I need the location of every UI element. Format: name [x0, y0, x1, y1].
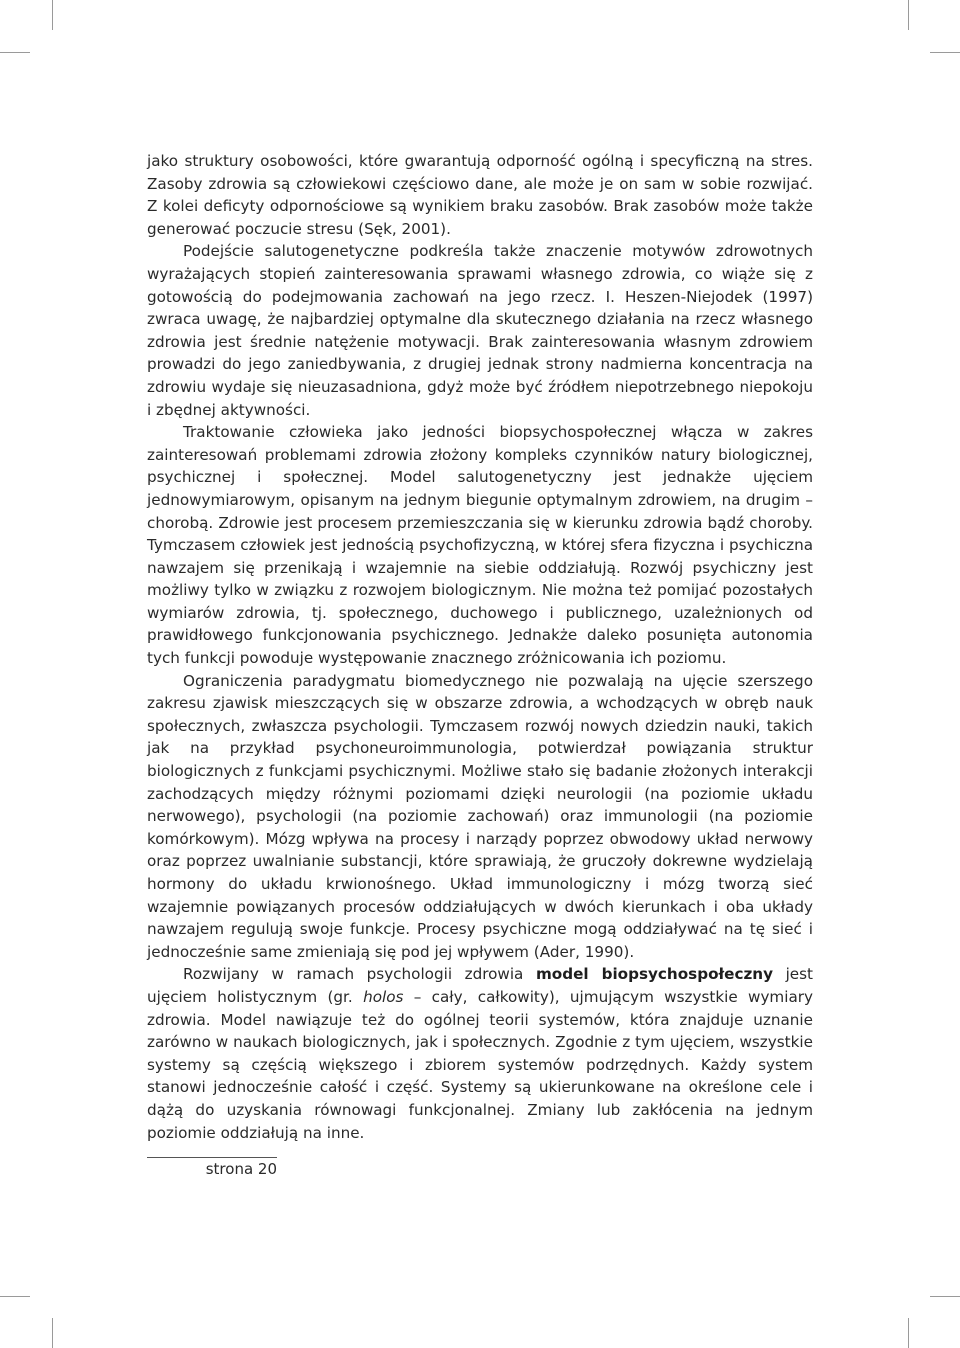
text-run: Traktowanie człowieka jako jedności biopsychospołecznej włącza w zakres zainteresowań problemami zdrowia złożony kompleks czynników natury biologicznej, psychicznej i społecznej. Model salutogenetyczny jest jednakże ujęciem jednowymiarowym, opisanym na jednym biegunie optymalnym zdrowiem, na drugim – chorobą. Zdrowie jest procesem przemieszczania się w kierunku zdrowia bądź choroby. Tymczasem człowiek jest jednością psychofizyczną, w której sfera fizyczna i psychiczna nawzajem się przenikają i wzajemnie na siebie oddziałują. Rozwój psychiczny jest możliwy tylko w związku z rozwojem biologicznym. Nie można też pomijać pozostałych wymiarów zdrowia, tj. społecznego, duchowego i publicznego, uzależnionych od prawidłowego funkcjonowania psychicznego. Jednakże daleko posunięta autonomia tych funkcji powoduje występowanie znacznego zróżnicowania ich poziomu. [147, 423, 813, 668]
text-run: Podejście salutogenetyczne podkreśla także znaczenie motywów zdrowotnych wyrażających stopień zainteresowania sprawami własnego zdrowia, co wiąże się z gotowością do podejmowania zachowań na jego rzecz. I. Heszen-Niejodek (1997) zwraca uwagę, że najbardziej optymalne dla skutecznego działania na rzecz własnego zdrowia jest średnie natężenie motywacji. Brak zainteresowania własnym zdrowiem prowadzi do jego zaniedbywania, z drugiej jednak strony nadmierna koncentracja na zdrowiu wydaje się nieuzasadniona, gdyż może być źródłem niepotrzebnego niepokoju i zbędnej aktywności. [147, 242, 813, 419]
page-footer [147, 1157, 277, 1178]
paragraph [147, 240, 813, 421]
text-run: Rozwijany w ramach psychologii zdrowia [183, 965, 536, 984]
text-run: jest ujęciem holistycznym (gr. [147, 965, 814, 1006]
page-number: strona 20 [205, 1160, 277, 1178]
body-text [147, 150, 813, 1144]
crop-mark-bottom-right-h [930, 1296, 960, 1297]
crop-mark-top-left-h [0, 52, 30, 53]
bold-term: model biopsychospołeczny [535, 965, 774, 984]
crop-mark-top-right [908, 0, 909, 30]
paragraph [147, 670, 813, 964]
paragraph [147, 150, 813, 240]
text-run: jako struktury osobowości, które gwarantują odporność ogólną i specyficzną na stres. Zasoby zdrowia są człowiekowi częściowo dane, ale może je on sam w sobie rozwijać. Z kolei deficyty odpornościowe są wynikiem braku zasobów. Brak zasobów może także generować poczucie stresu (Sęk, 2001). [147, 152, 813, 238]
paragraph [147, 963, 813, 1144]
crop-mark-top-right-h [930, 52, 960, 53]
crop-mark-bottom-left [52, 1318, 53, 1348]
crop-mark-bottom-left-h [0, 1296, 30, 1297]
paragraph [147, 421, 813, 670]
crop-mark-bottom-right [908, 1318, 909, 1348]
text-run: Ograniczenia paradygmatu biomedycznego nie pozwalają na ujęcie szerszego zakresu zjawisk mieszczących się w obszarze zdrowia, a wchodzących w obręb nauk społecznych, zwłaszcza psychologii. Tymczasem rozwój nowych dziedzin nauki, takich jak na przykład psychoneuroimmunologia, potwierdzał powiązania struktur biologicznych z funkcjami psychicznymi. Możliwe stało się badanie złożonych interakcji zachodzących między różnymi poziomami dzięki neurologii (na poziomie układu nerwowego), psychologii (na poziomie zachowań) oraz immunologii (na poziomie komórkowym). Mózg wpływa na procesy i narządy poprzez obwodowy układ nerwowy oraz poprzez uwalnianie substancji, które sprawiają, że gruczoły dokrewne wydzielają hormony do układu krwionośnego. Układ immunologiczny i mózg tworzą sieć wzajemnie powiązanych procesów oddziałujących w dwóch kierunkach i oba układy nawzajem regulują swoje funkcje. Procesy psychiczne mogą oddziaływać na tę sieć i jednocześnie same zmieniają się pod jej wpływem (Ader, 1990). [147, 671, 813, 961]
italic-term: holos [363, 987, 404, 1006]
crop-mark-top-left [52, 0, 53, 30]
text-run: – cały, całkowity), ujmującym wszystkie wymiary zdrowia. Model nawiązuje też do ogólnej teorii systemów, która znajduje uznanie zarówno w naukach biologicznych, jak i społecznych. Zgodnie z tym ujęciem, wszystkie systemy są częścią większego i zbiorem systemów podrzędnych. Każdy system stanowi jednocześnie całość i część. Systemy są ukierunkowane na określone cele i dążą do uzyskania równowagi funkcjonalnej. Zmiany lub zakłócenia na jednym poziomie oddziałują na inne. [147, 987, 813, 1142]
